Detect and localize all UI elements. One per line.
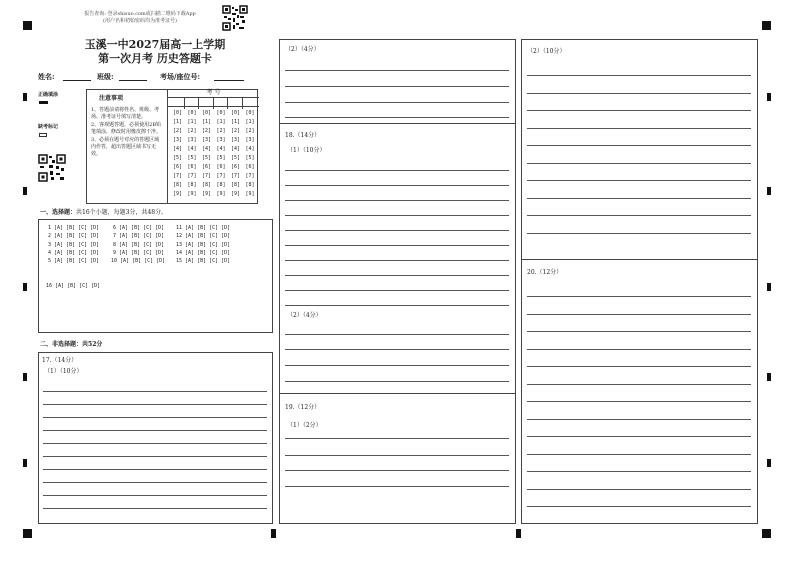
exam-number-column [215,109,228,199]
grid-divider [242,98,243,109]
answer-line[interactable] [527,110,751,111]
corner-mark-top-right [762,21,771,30]
name-label: 姓名: [38,72,55,81]
q17-answer-line[interactable] [43,417,267,418]
choice-question-row[interactable]: 7 [A] [B] [C] [D] [113,233,165,240]
section-divider [521,259,758,260]
answer-line[interactable] [285,470,509,471]
exam-digit-bubble[interactable]: [2] [201,128,212,134]
exam-digit-bubble[interactable]: [8] [201,182,212,188]
column-2-box [279,39,516,524]
notice-line-1: 报告查询: 登录shisuo.com或扫描二维码下载App [84,11,196,17]
exam-digit-bubble[interactable]: [0] [245,110,255,116]
answer-line[interactable] [527,163,751,164]
choice-question-row[interactable]: 11 [A] [B] [C] [D] [176,225,231,231]
answer-line[interactable] [285,381,509,382]
answer-line[interactable] [285,245,509,246]
answer-line[interactable] [527,419,751,420]
q19-label: 19.（12分） [285,404,321,411]
grid-divider [213,98,214,109]
exam-digit-bubble[interactable]: [3] [201,137,212,143]
report-notice [60,11,220,25]
exam-digit-bubble[interactable]: [2] [216,128,226,134]
exam-digit-bubble[interactable]: [3] [230,137,241,143]
seat-field[interactable] [214,80,244,81]
exam-digit-bubble[interactable]: [5] [201,155,212,161]
answer-line[interactable] [527,384,751,385]
exam-digit-bubble[interactable]: [9] [230,191,241,197]
missing-mark-label: 缺考标记 [38,124,59,130]
grid-divider [198,98,199,109]
exam-digit-bubble[interactable]: [6] [216,164,226,170]
exam-digit-bubble[interactable]: [8] [245,182,255,188]
seat-label: 考场/座位号: [160,72,201,81]
answer-line[interactable] [285,275,509,276]
q17-answer-line[interactable] [43,495,267,496]
timing-mark [23,93,27,101]
q17-answer-line[interactable] [43,482,267,483]
choice-answer-area [46,224,266,294]
q17-part1-label: （1）（10分） [44,368,83,375]
exam-digit-bubble[interactable]: [9] [216,191,226,197]
title-line-1: 玉溪一中2027届高一上学期 [84,38,226,51]
exam-digit-bubble[interactable]: [6] [187,164,197,170]
q17-answer-line[interactable] [43,404,267,405]
answer-line[interactable] [285,455,509,456]
exam-digit-bubble[interactable]: [1] [201,119,212,125]
choice-question-row[interactable]: 16 [A] [B] [C] [D] [46,283,101,289]
exam-digit-bubble[interactable]: [4] [172,146,183,152]
choice-question-row[interactable]: 8 [A] [B] [C] [D] [113,241,165,248]
section-divider [279,123,516,124]
exam-digit-bubble[interactable]: [9] [187,191,197,197]
answer-line[interactable] [285,486,509,487]
section-1-title: 一、选择题： [40,209,77,216]
answer-line[interactable] [527,436,751,437]
timing-mark [767,283,771,291]
answer-line[interactable] [285,200,509,201]
q18-part1-label: （1）（10分） [287,147,326,154]
grid-divider [184,98,185,109]
choice-question-row[interactable]: 14 [A] [B] [C] [D] [176,249,231,256]
exam-digit-bubble[interactable]: [0] [187,110,197,116]
q19-part2-label: （2）（10分） [527,48,566,55]
notice-item: 3、必须在题号对应的答题区域内作答，超出答题区域书写无效。 [91,137,160,157]
timing-mark [23,373,27,381]
notice-item: 2、客观题答题，必须使用2B铅笔填涂，修改时用橡皮擦干净。 [91,122,162,135]
q19-part1-label: （1）（2分） [287,422,322,429]
title-line-2: 第一次月考 历史答题卡 [98,52,212,65]
section-2-header [40,341,102,349]
q17-label: 17.（14分） [42,357,78,364]
answer-line[interactable] [527,145,751,146]
correct-fill-label: 正确填涂 [38,92,59,98]
notice-item: 1、答题前请将姓名、班级、考场、准考证号填写清楚。 [91,107,160,120]
choice-question-row[interactable]: 4 [A] [B] [C] [D] [48,249,100,256]
q17-answer-line[interactable] [43,443,267,444]
exam-digit-bubble[interactable]: [4] [187,146,197,152]
answer-line[interactable] [285,185,509,186]
section-2-title: 二、非选择题： [40,341,83,348]
answer-line[interactable] [527,93,751,94]
exam-digit-bubble[interactable]: [5] [172,155,183,161]
choice-question-row[interactable]: 3 [A] [B] [C] [D] [48,241,100,248]
exam-digit-bubble[interactable]: [2] [187,128,197,134]
choice-question-row[interactable]: 2 [A] [B] [C] [D] [48,233,100,240]
answer-line[interactable] [527,314,751,315]
exam-digit-bubble[interactable]: [4] [245,146,255,152]
exam-digit-bubble[interactable]: [1] [230,119,241,125]
q18-part2-label: （2）（4分） [287,312,322,319]
missing-mark-box[interactable] [39,133,47,137]
exam-digit-bubble[interactable]: [5] [245,155,255,161]
exam-digit-bubble[interactable]: [1] [245,119,255,125]
answer-line[interactable] [285,349,509,350]
exam-digit-bubble[interactable]: [6] [245,164,255,170]
exam-digit-bubble[interactable]: [6] [172,164,183,170]
q17-answer-box [38,352,273,524]
answer-line[interactable] [285,260,509,261]
exam-digit-bubble[interactable]: [7] [230,173,241,179]
exam-number-column [229,109,242,199]
answer-line[interactable] [285,230,509,231]
exam-digit-bubble[interactable]: [9] [201,191,212,197]
choice-question-row[interactable]: 15 [A] [B] [C] [D] [176,258,231,265]
timing-mark [767,373,771,381]
answer-line[interactable] [527,180,751,181]
answer-line[interactable] [285,102,509,103]
exam-number-grid [167,89,258,204]
answer-line[interactable] [285,290,509,291]
answer-line[interactable] [527,349,751,350]
exam-digit-bubble[interactable]: [3] [187,137,197,143]
timing-mark [23,283,27,291]
column-3-box [521,39,758,524]
exam-number-column [200,109,213,199]
answer-line[interactable] [527,331,751,332]
exam-digit-bubble[interactable]: [8] [172,182,183,188]
exam-number-column [244,109,257,199]
answer-line[interactable] [527,75,751,76]
exam-digit-bubble[interactable]: [3] [216,137,226,143]
choice-question-row[interactable]: 9 [A] [B] [C] [D] [113,249,165,256]
answer-line[interactable] [527,471,751,472]
section-2-desc: 共52分 [82,341,103,348]
exam-digit-bubble[interactable]: [7] [201,173,212,179]
section-1-header [40,209,167,217]
exam-digit-bubble[interactable]: [1] [216,119,226,125]
answer-line[interactable] [527,233,751,234]
notice-line-2: (用户名和初始密码均为准考证号) [103,18,177,24]
exam-number-column [186,109,199,199]
q17-answer-line[interactable] [43,430,267,431]
student-qr-code [38,154,66,182]
exam-digit-bubble[interactable]: [0] [172,110,183,116]
exam-digit-bubble[interactable]: [0] [201,110,212,116]
exam-digit-bubble[interactable]: [6] [230,164,241,170]
answer-line[interactable] [285,305,509,306]
answer-line[interactable] [285,170,509,171]
answer-line[interactable] [285,70,509,71]
exam-digit-bubble[interactable]: [7] [245,173,255,179]
exam-digit-bubble[interactable]: [3] [172,137,183,143]
q18-label: 18.（14分） [285,132,321,139]
choice-question-row[interactable]: 5 [A] [B] [C] [D] [48,258,100,265]
choice-question-row[interactable]: 6 [A] [B] [C] [D] [113,225,165,231]
exam-digit-bubble[interactable]: [6] [201,164,212,170]
choice-question-row[interactable]: 1 [A] [B] [C] [D] [48,225,100,231]
class-field[interactable] [119,80,147,81]
section-1-desc: 共16个小题，每题3分，共48分。 [76,209,168,216]
answer-line[interactable] [527,489,751,490]
exam-digit-bubble[interactable]: [7] [172,173,183,179]
corner-mark-bottom-left [23,529,32,538]
q20-label: 20.（12分） [527,269,563,276]
exam-digit-bubble[interactable]: [9] [245,191,255,197]
notice-heading: 注意事项 [99,95,124,102]
choice-question-row[interactable]: 10 [A] [B] [C] [D] [111,258,166,265]
answer-line[interactable] [285,365,509,366]
answer-line[interactable] [285,117,509,118]
header-qr-code [222,5,248,31]
answer-line[interactable] [527,506,751,507]
exam-digit-bubble[interactable]: [4] [216,146,226,152]
exam-number-write-row[interactable] [168,98,259,107]
exam-digit-bubble[interactable]: [2] [172,128,183,134]
timing-mark [767,93,771,101]
exam-digit-bubble[interactable]: [1] [187,119,197,125]
exam-number-heading: 考 号 [168,89,259,98]
answer-line[interactable] [285,86,509,87]
section-divider [279,393,516,394]
answer-line[interactable] [527,215,751,216]
answer-line[interactable] [285,438,509,439]
exam-digit-bubble[interactable]: [3] [245,137,255,143]
grid-divider [227,98,228,109]
choice-question-row[interactable]: 13 [A] [B] [C] [D] [176,241,231,248]
exam-digit-bubble[interactable]: [8] [230,182,241,188]
answer-line[interactable] [527,198,751,199]
timing-mark [767,459,771,467]
exam-digit-bubble[interactable]: [0] [216,110,226,116]
class-label: 班级: [97,72,114,81]
notice-items [91,107,163,158]
bottom-center-mark [271,529,276,538]
corner-mark-top-left [23,21,32,30]
exam-digit-bubble[interactable]: [5] [216,155,226,161]
exam-digit-bubble[interactable]: [4] [201,146,212,152]
exam-digit-bubble[interactable]: [8] [187,182,197,188]
q17-answer-line[interactable] [43,391,267,392]
q17-part2-label: （2）（4分） [285,46,320,53]
page-title [40,38,270,66]
answer-line[interactable] [527,296,751,297]
exam-digit-bubble[interactable]: [9] [172,191,183,197]
timing-mark [23,187,27,195]
answer-line[interactable] [285,334,509,335]
answer-line[interactable] [527,366,751,367]
exam-digit-bubble[interactable]: [0] [230,110,241,116]
exam-digit-bubble[interactable]: [5] [187,155,197,161]
name-field[interactable] [63,80,91,81]
q17-answer-line[interactable] [43,469,267,470]
exam-digit-bubble[interactable]: [2] [230,128,241,134]
correct-fill-sample [39,101,48,104]
choice-question-row[interactable]: 12 [A] [B] [C] [D] [176,233,231,240]
answer-line[interactable] [527,454,751,455]
answer-line[interactable] [527,401,751,402]
exam-digit-bubble[interactable]: [4] [230,146,241,152]
exam-digit-bubble[interactable]: [7] [216,173,226,179]
answer-line[interactable] [285,215,509,216]
exam-digit-bubble[interactable]: [8] [216,182,226,188]
exam-digit-bubble[interactable]: [1] [172,119,183,125]
exam-digit-bubble[interactable]: [2] [245,128,255,134]
exam-digit-bubble[interactable]: [7] [187,173,197,179]
q17-answer-line[interactable] [43,508,267,509]
timing-mark [767,187,771,195]
exam-number-column [171,109,184,199]
q17-answer-line[interactable] [43,456,267,457]
answer-line[interactable] [527,128,751,129]
corner-mark-bottom-right [762,529,771,538]
bottom-center-mark [516,529,521,538]
exam-digit-bubble[interactable]: [5] [230,155,241,161]
timing-mark [23,459,27,467]
